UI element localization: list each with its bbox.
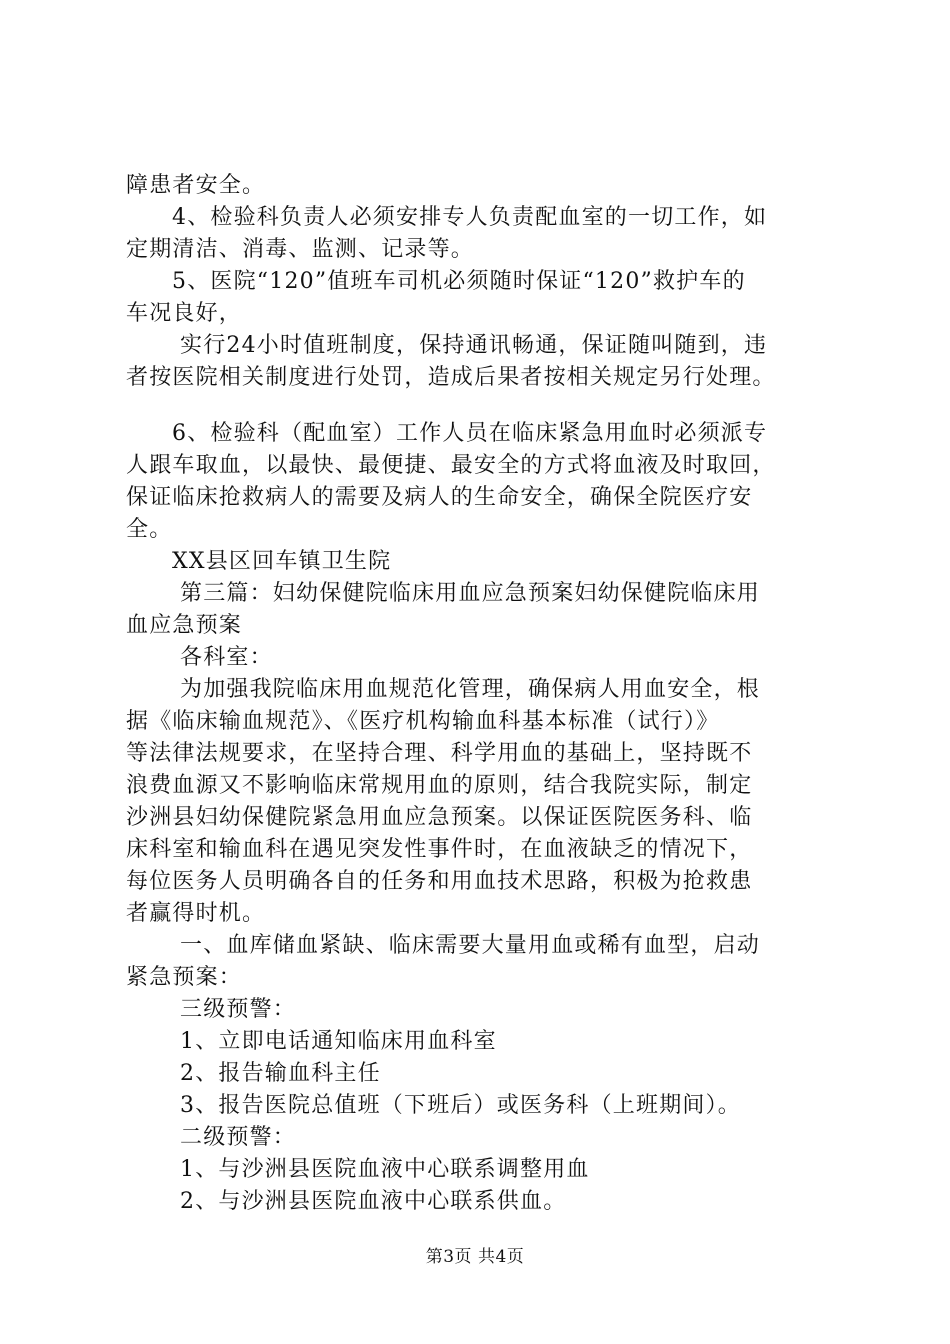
text-line: 2、报告输血科主任 bbox=[180, 1061, 381, 1086]
text-line: 者按医院相关制度进行处罚，造成后果者按相关规定另行处理。 bbox=[126, 365, 776, 390]
text-line: 各科室： bbox=[180, 645, 273, 670]
text-line: 紧急预案： bbox=[126, 965, 243, 990]
text-line: 障患者安全。 bbox=[126, 173, 266, 198]
text-line: 浪费血源又不影响临床常规用血的原则，结合我院实际，制定 bbox=[126, 773, 753, 798]
text-line: 保证临床抢救病人的需要及病人的生命安全，确保全院医疗安 bbox=[126, 485, 753, 510]
text-line: 等法律法规要求，在坚持合理、科学用血的基础上，坚持既不 bbox=[126, 741, 753, 766]
page-footer bbox=[0, 1242, 950, 1267]
text-line: 6、检验科（配血室）工作人员在临床紧急用血时必须派专 bbox=[172, 421, 768, 446]
text-line: 定期清洁、消毒、监测、记录等。 bbox=[126, 237, 475, 262]
text-line: 二级预警： bbox=[180, 1125, 297, 1150]
text-line: 据《临床输血规范》、《医疗机构输血科基本标准（试行）》 bbox=[126, 709, 720, 734]
text-line: 为加强我院临床用血规范化管理，确保病人用血安全，根 bbox=[180, 677, 761, 702]
text-line: 沙洲县妇幼保健院紧急用血应急预案。以保证医院医务科、临 bbox=[126, 805, 753, 830]
text-line: 实行24小时值班制度，保持通讯畅通，保证随叫随到，违 bbox=[180, 333, 768, 358]
text-line: 三级预警： bbox=[180, 997, 297, 1022]
text-line: 2、与沙洲县医院血液中心联系供血。 bbox=[180, 1189, 567, 1214]
text-line: 车况良好， bbox=[126, 301, 243, 326]
page-number: 第3页 共4页 bbox=[425, 1247, 525, 1267]
text-line: 1、立即电话通知临床用血科室 bbox=[180, 1029, 497, 1054]
text-line: 5、医院“120”值班车司机必须随时保证“120”救护车的 bbox=[172, 269, 746, 294]
text-line: 1、与沙洲县医院血液中心联系调整用血 bbox=[180, 1157, 590, 1182]
text-line: 全。 bbox=[126, 517, 173, 542]
text-line: XX县区回车镇卫生院 bbox=[172, 549, 392, 574]
text-line: 第三篇：妇幼保健院临床用血应急预案妇幼保健院临床用 bbox=[180, 581, 761, 606]
text-line: 者赢得时机。 bbox=[126, 901, 266, 926]
text-line: 3、报告医院总值班（下班后）或医务科（上班期间）。 bbox=[180, 1093, 741, 1118]
text-line: 血应急预案 bbox=[126, 613, 243, 638]
text-line: 床科室和输血科在遇见突发性事件时，在血液缺乏的情况下， bbox=[126, 837, 753, 862]
text-line: 一、血库储血紧缺、临床需要大量用血或稀有血型，启动 bbox=[180, 933, 761, 958]
document-body bbox=[126, 170, 846, 1218]
text-line: 人跟车取血，以最快、最便捷、最安全的方式将血液及时取回， bbox=[126, 453, 776, 478]
text-line: 4、检验科负责人必须安排专人负责配血室的一切工作，如 bbox=[172, 205, 768, 230]
text-line: 每位医务人员明确各自的任务和用血技术思路，积极为抢救患 bbox=[126, 869, 753, 894]
